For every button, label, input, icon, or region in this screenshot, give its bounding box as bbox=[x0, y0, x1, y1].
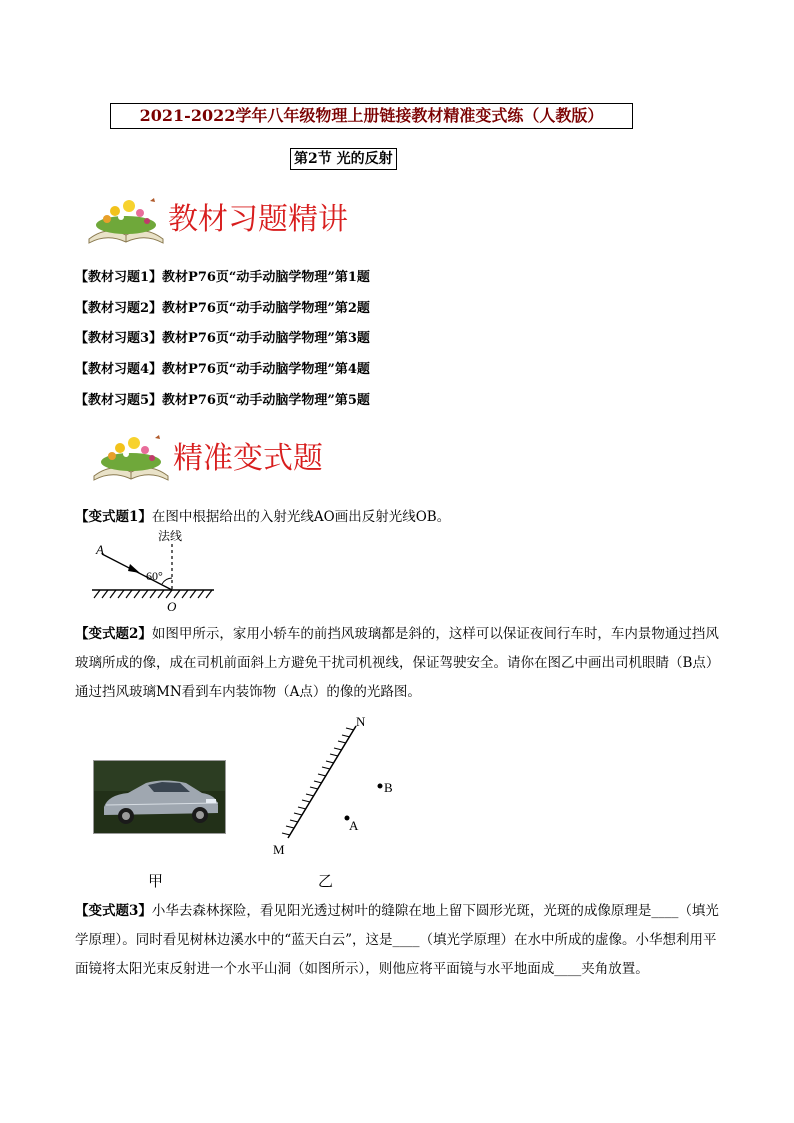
question-tag: 【变式题3】 bbox=[75, 903, 152, 919]
book-flowers-icon bbox=[90, 432, 172, 482]
point-m-label: M bbox=[273, 842, 285, 857]
document-title: 2021-2022学年八年级物理上册链接教材精准变式练（人教版） bbox=[110, 103, 633, 129]
question-text: 在图中根据给出的入射光线AO画出反射光线OB。 bbox=[151, 509, 451, 525]
question-2 bbox=[75, 620, 725, 707]
mirror-hatching bbox=[94, 590, 212, 598]
question-tag: 【变式题1】 bbox=[75, 509, 152, 525]
exercise-line: 【教材习题5】教材P76页“动手动脑学物理”第5题 bbox=[75, 393, 370, 408]
exercise-line: 【教材习题3】教材P76页“动手动脑学物理”第3题 bbox=[75, 331, 370, 346]
mirror-hatching bbox=[282, 728, 354, 835]
section-heading-textbook: 教材习题精讲 bbox=[168, 202, 348, 237]
question-text: 小华去森林探险，看见阳光透过树叶的缝隙在地上留下圆形光斑，光斑的成像原理是____（填光学原理）。同时看见树林边溪水中的“蓝天白云”，这是____（填光学原理）在水中所成的虚像。小华想利用平面镜将太阳光束反射进一个水平山洞（如图所示），则他应将平面镜与水平地面成____夹角放置。 bbox=[75, 903, 719, 977]
point-b-label: B bbox=[384, 780, 393, 795]
point-a-label: A bbox=[96, 542, 104, 557]
point-b-dot bbox=[378, 784, 383, 789]
reflection-diagram bbox=[88, 528, 218, 616]
figure-label-yi: 乙 bbox=[318, 872, 334, 890]
car-photo bbox=[93, 760, 226, 834]
point-o-label: O bbox=[167, 599, 177, 614]
figure-label-jia: 甲 bbox=[148, 872, 164, 890]
point-n-label: N bbox=[356, 714, 366, 729]
exercise-line: 【教材习题2】教材P76页“动手动脑学物理”第2题 bbox=[75, 301, 370, 316]
section-subtitle: 第2节 光的反射 bbox=[290, 148, 397, 170]
exercise-line: 【教材习题1】教材P76页“动手动脑学物理”第1题 bbox=[75, 270, 370, 285]
point-a-label: A bbox=[349, 818, 359, 833]
exercise-line: 【教材习题4】教材P76页“动手动脑学物理”第4题 bbox=[75, 362, 370, 377]
ray-arrow-icon bbox=[128, 564, 140, 573]
question-text: 如图甲所示，家用小轿车的前挡风玻璃都是斜的，这样可以保证夜间行车时，车内景物通过挡风玻璃所成的像，成在司机前面斜上方避免干扰司机视线，保证驾驶安全。请你在图乙中画出司机眼睛（B点）通过挡风玻璃MN看到车内装饰物（A点）的像的光路图。 bbox=[75, 626, 720, 700]
mirror-mn-diagram bbox=[268, 712, 408, 862]
question-3 bbox=[75, 897, 725, 984]
section-heading-variants: 精准变式题 bbox=[173, 441, 323, 476]
angle-label: 60° bbox=[146, 569, 163, 583]
normal-label: 法线 bbox=[158, 529, 183, 543]
question-tag: 【变式题2】 bbox=[75, 626, 152, 642]
book-flowers-icon bbox=[85, 195, 167, 245]
